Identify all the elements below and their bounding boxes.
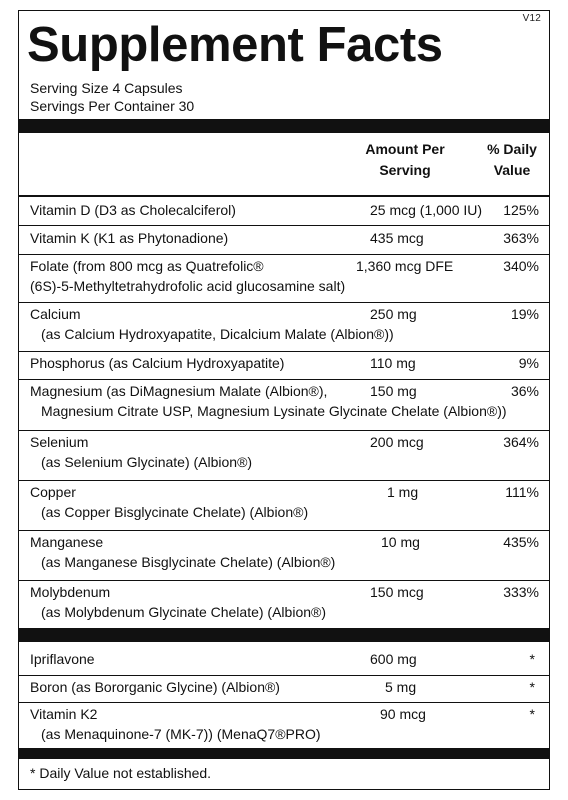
row-divider	[19, 254, 549, 255]
row-divider	[19, 302, 549, 303]
amount-per-serving-header	[355, 139, 455, 181]
nutrient-daily-value: 340%	[503, 258, 539, 274]
nutrient-daily-value: 333%	[503, 584, 539, 600]
nutrient-name: Selenium	[30, 434, 89, 450]
nutrient-name: Calcium	[30, 306, 81, 322]
ingredient-daily-value: *	[529, 706, 535, 722]
ingredient-name: Vitamin K2	[30, 706, 98, 722]
daily-value-header	[477, 139, 547, 181]
bottom-divider-bar	[19, 748, 549, 759]
nutrient-amount: 200 mcg	[370, 434, 424, 450]
nutrient-amount: 110 mg	[370, 355, 416, 371]
panel-title: Supplement Facts	[27, 18, 443, 72]
nutrient-name: Molybdenum	[30, 584, 111, 600]
daily-value-footnote: * Daily Value not established.	[30, 765, 212, 781]
ingredient-name: Ipriflavone	[30, 651, 95, 667]
servings-per-container: Servings Per Container 30	[30, 98, 195, 114]
ingredient-amount: 5 mg	[385, 679, 417, 695]
nutrient-daily-value: 9%	[518, 355, 539, 371]
nutrient-source: (as Selenium Glycinate) (Albion®)	[41, 454, 253, 470]
dv-header-line1: % Daily	[487, 141, 537, 157]
nutrient-amount: 150 mg	[370, 383, 417, 399]
dv-header-line2: Value	[493, 162, 531, 178]
amount-header-line1: Amount Per	[365, 141, 445, 157]
row-divider	[19, 430, 549, 431]
nutrient-source: Magnesium Citrate USP, Magnesium Lysinate Glycinate Chelate (Albion®))	[41, 403, 507, 419]
nutrient-source: (as Molybdenum Glycinate Chelate) (Albion®)	[41, 604, 326, 620]
row-divider	[19, 580, 549, 581]
nutrient-amount: 25 mcg (1,000 IU)	[370, 202, 483, 218]
middle-divider-bar	[19, 628, 549, 642]
row-divider	[19, 351, 549, 352]
nutrient-source: (as Calcium Hydroxyapatite, Dicalcium Malate (Albion®))	[41, 326, 394, 342]
row-divider	[19, 480, 549, 481]
row-divider	[19, 530, 549, 531]
nutrient-source: (as Copper Bisglycinate Chelate) (Albion®)	[41, 504, 309, 520]
nutrient-source: (as Manganese Bisglycinate Chelate) (Albion®)	[41, 554, 336, 570]
nutrient-daily-value: 363%	[503, 230, 539, 246]
nutrient-daily-value: 435%	[503, 534, 539, 550]
ingredient-source: (as Menaquinone-7 (MK-7)) (MenaQ7®PRO)	[41, 726, 321, 742]
nutrient-name: Folate (from 800 mcg as Quatrefolic®	[30, 258, 264, 274]
ingredient-daily-value: *	[529, 679, 535, 695]
ingredient-amount: 600 mg	[370, 651, 417, 667]
ingredient-amount: 90 mcg	[380, 706, 426, 722]
nutrient-daily-value: 125%	[503, 202, 539, 218]
nutrient-source: (6S)-5-Methyltetrahydrofolic acid glucosamine salt)	[30, 278, 346, 294]
nutrient-daily-value: 364%	[503, 434, 539, 450]
row-divider	[19, 379, 549, 380]
header-divider	[19, 195, 549, 197]
top-divider-bar	[19, 119, 549, 133]
nutrient-amount: 1 mg	[387, 484, 419, 500]
nutrient-amount: 10 mg	[381, 534, 420, 550]
row-divider	[19, 225, 549, 226]
nutrient-amount: 1,360 mcg DFE	[356, 258, 454, 274]
serving-size: Serving Size 4 Capsules	[30, 80, 183, 96]
version-code: V12	[522, 13, 541, 24]
amount-header-line2: Serving	[379, 162, 431, 178]
nutrient-name: Vitamin K (K1 as Phytonadione)	[30, 230, 229, 246]
row-divider	[19, 675, 549, 676]
ingredient-daily-value: *	[529, 651, 535, 667]
nutrient-name: Vitamin D (D3 as Cholecalciferol)	[30, 202, 236, 218]
nutrient-name: Copper	[30, 484, 76, 500]
nutrient-daily-value: 36%	[510, 383, 539, 399]
supplement-facts-panel	[18, 10, 550, 790]
nutrient-name: Magnesium (as DiMagnesium Malate (Albion®),	[30, 383, 328, 399]
ingredient-name: Boron (as Bororganic Glycine) (Albion®)	[30, 679, 280, 695]
nutrient-daily-value: 111%	[505, 484, 539, 500]
nutrient-amount: 250 mg	[370, 306, 417, 322]
nutrient-daily-value: 19%	[510, 306, 539, 322]
nutrient-amount: 150 mcg	[370, 584, 424, 600]
nutrient-name: Manganese	[30, 534, 104, 550]
row-divider	[19, 702, 549, 703]
nutrient-amount: 435 mcg	[370, 230, 424, 246]
nutrient-name: Phosphorus (as Calcium Hydroxyapatite)	[30, 355, 285, 371]
